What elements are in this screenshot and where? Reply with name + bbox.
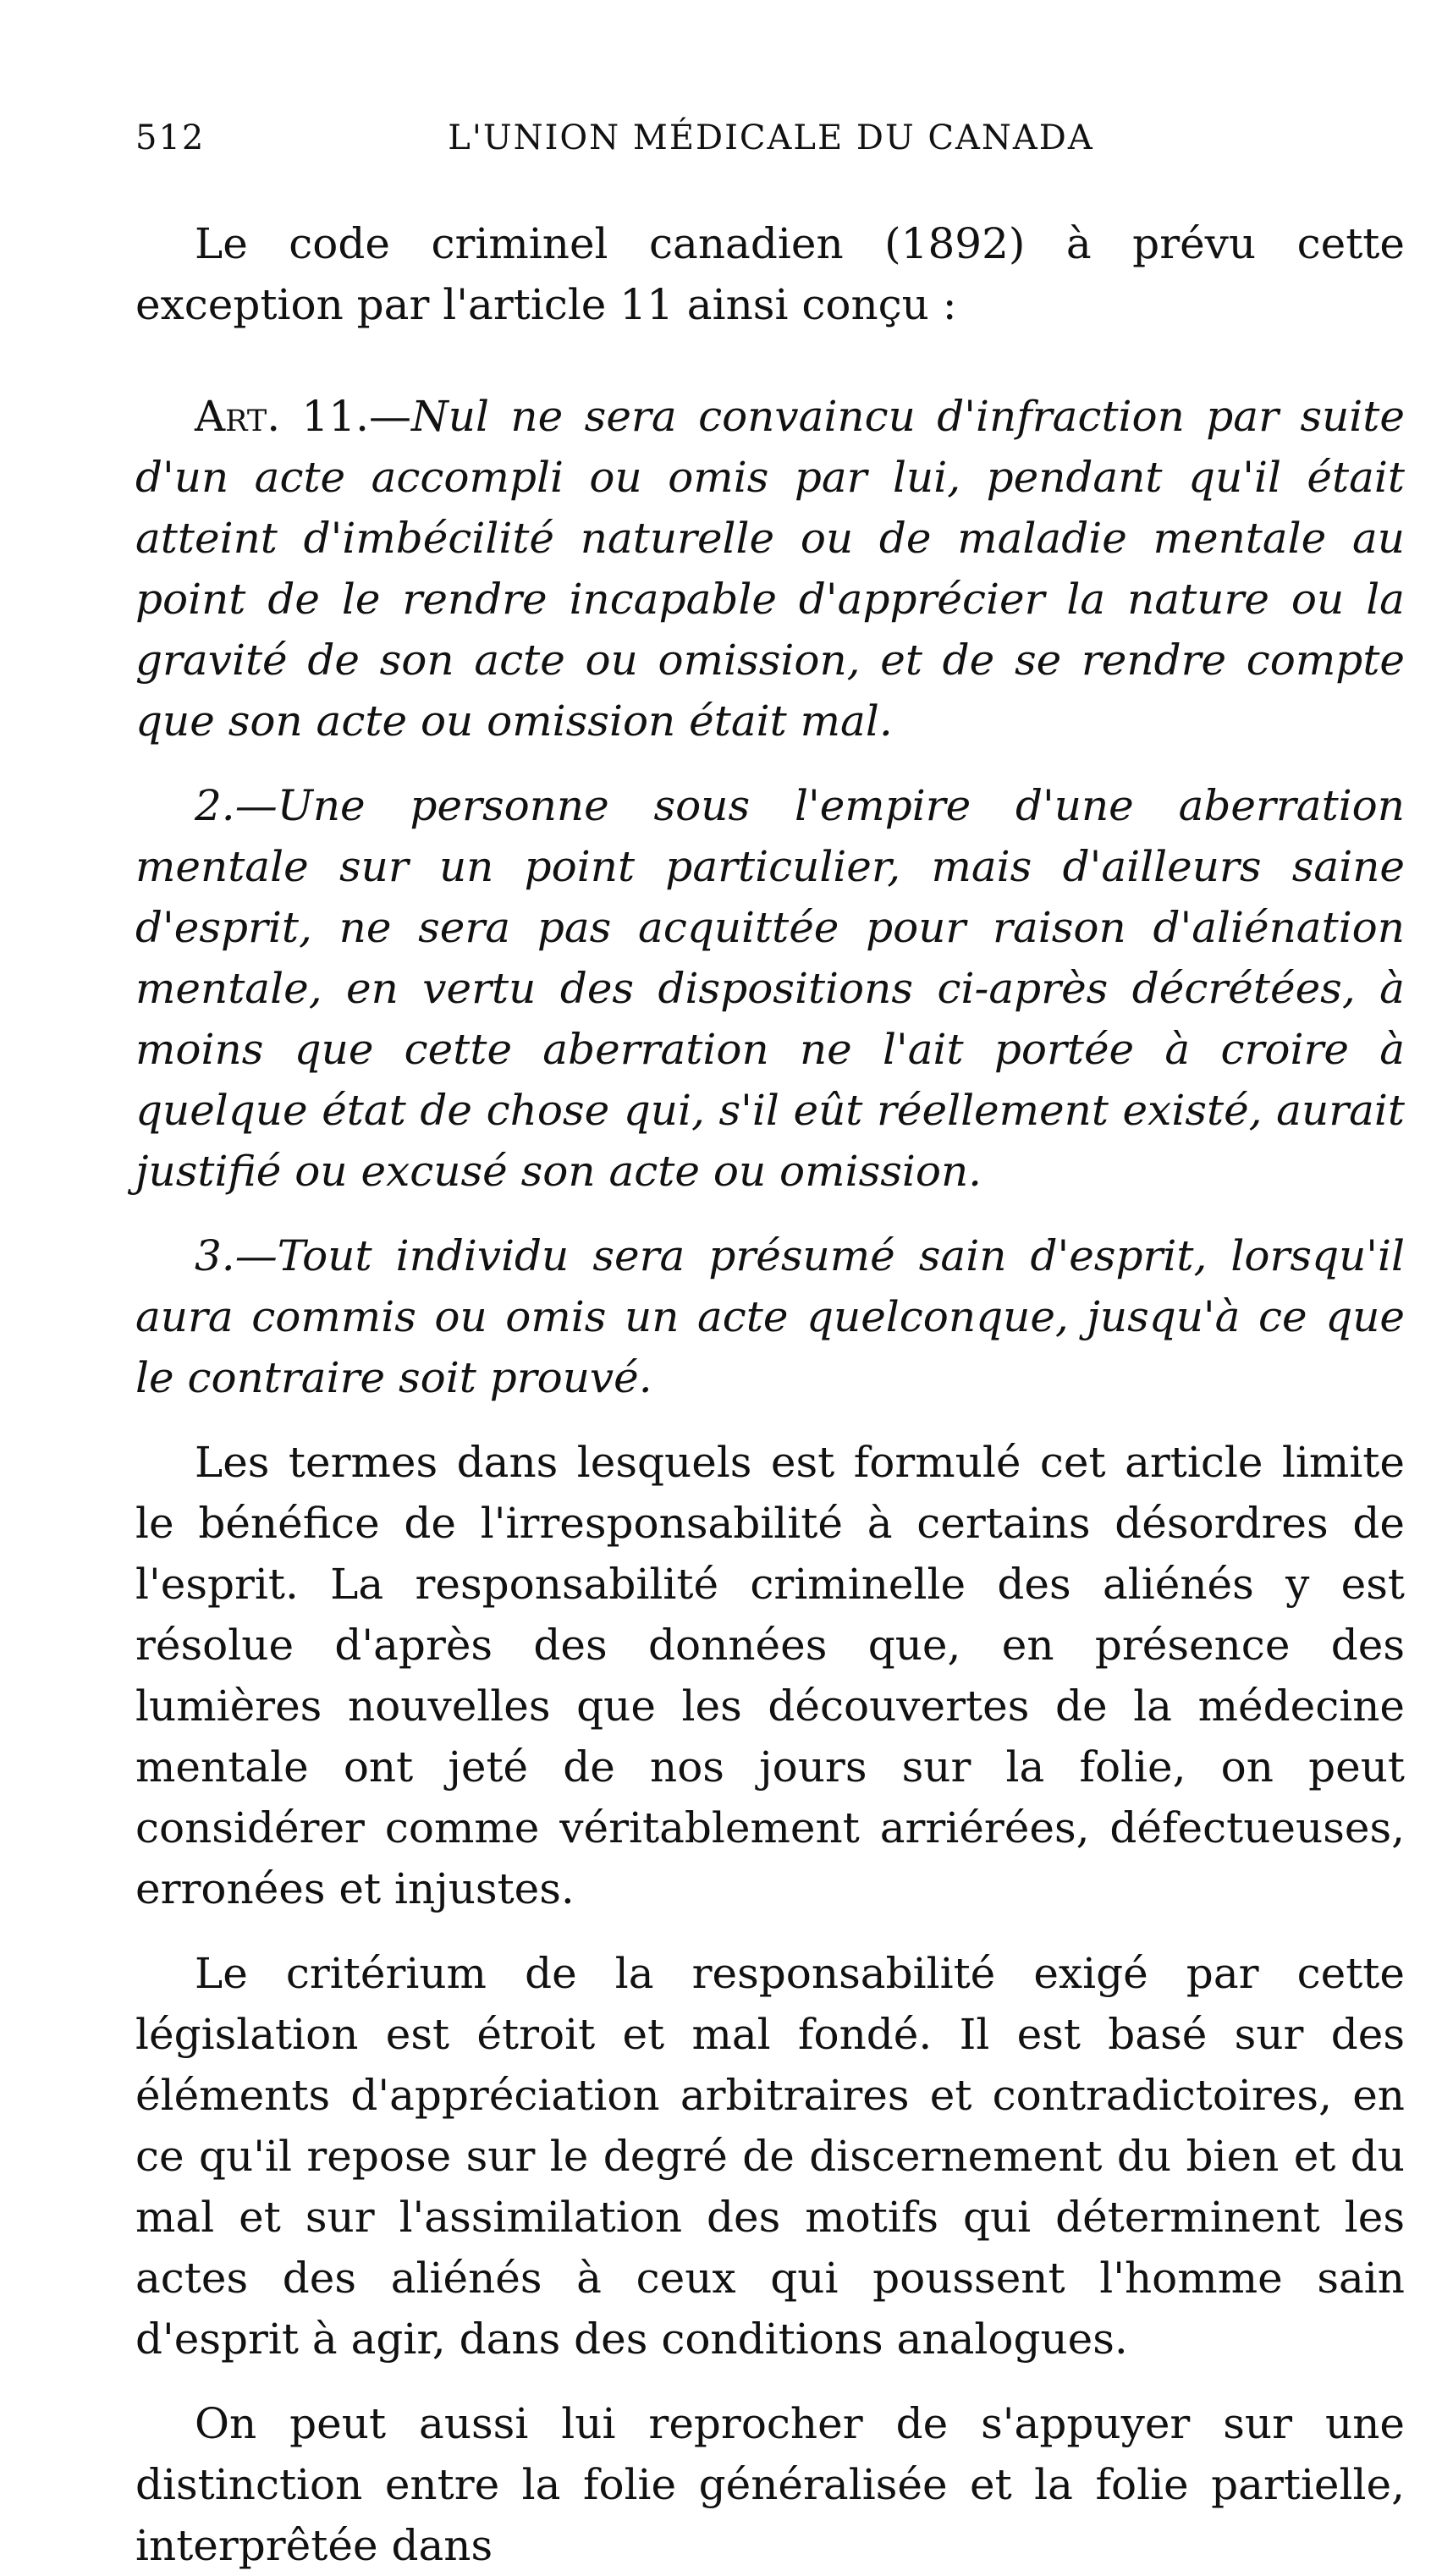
running-head: L'UNION MÉDICALE DU CANADA [448, 118, 1094, 157]
paragraph-commentary-3: On peut aussi lui reprocher de s'appuyer sur une distinction entre la folie généralisée et la folie partielle, interprêtée dans [135, 2399, 1405, 2570]
paragraph-commentary-2: Le critérium de la responsabilité exigé par cette législation est étroit et mal fondé. Il est basé sur des éléments d'appréciation arbitraires et contradictoires, en ce qu'il repose sur le degré de discernement du bien et du mal et sur l'assimilation des motifs qui déterminent les actes des aliénés à ceux qui poussent l'homme sain d'esprit à agir, dans des conditions analogues. [135, 1949, 1405, 2364]
article-11-text: Nul ne sera convaincu d'infraction par suite d'un acte accompli ou omis par lui, pendant qu'il était atteint d'imbécilité naturelle ou de maladie mentale au point de le rendre incapable d'apprécier la nature ou la gravité de son acte ou omission, et de se rendre compte que son acte ou omission était mal. [135, 392, 1405, 746]
page-body [135, 213, 1405, 2576]
paragraph-article-11 [135, 386, 1405, 751]
paragraph-article-11-3: 3.—Tout individu sera présumé sain d'esprit, lorsqu'il aura commis ou omis un acte quelconque, jusqu'à ce que le contraire soit prouvé. [135, 1231, 1405, 1402]
paragraph-article-11-2: 2.—Une personne sous l'empire d'une aberration mentale sur un point particulier, mais d'ailleurs saine d'esprit, ne sera pas acquittée pour raison d'aliénation mentale, en vertu des dispositions ci-après décrétées, à moins que cette aberration ne l'ait portée à croire à quelque état de chose qui, s'il eût réellement existé, aurait justifié ou excusé son acte ou omission. [135, 781, 1405, 1196]
article-label: Art. 11.— [195, 392, 412, 441]
paragraph-intro: Le code criminel canadien (1892) à prévu cette exception par l'article 11 ainsi conçu : [135, 219, 1405, 329]
paragraph-commentary-1: Les termes dans lesquels est formulé cet article limite le bénéfice de l'irresponsabilité à certains désordres de l'esprit. La responsabilité criminelle des aliénés y est résolue d'après des données que, en présence des lumières nouvelles que les découvertes de la médecine mentale ont jeté de nos jours sur la folie, on peut considérer comme véritablement arriérées, défectueuses, erronées et injustes. [135, 1438, 1405, 1913]
page-number: 512 [135, 118, 206, 157]
